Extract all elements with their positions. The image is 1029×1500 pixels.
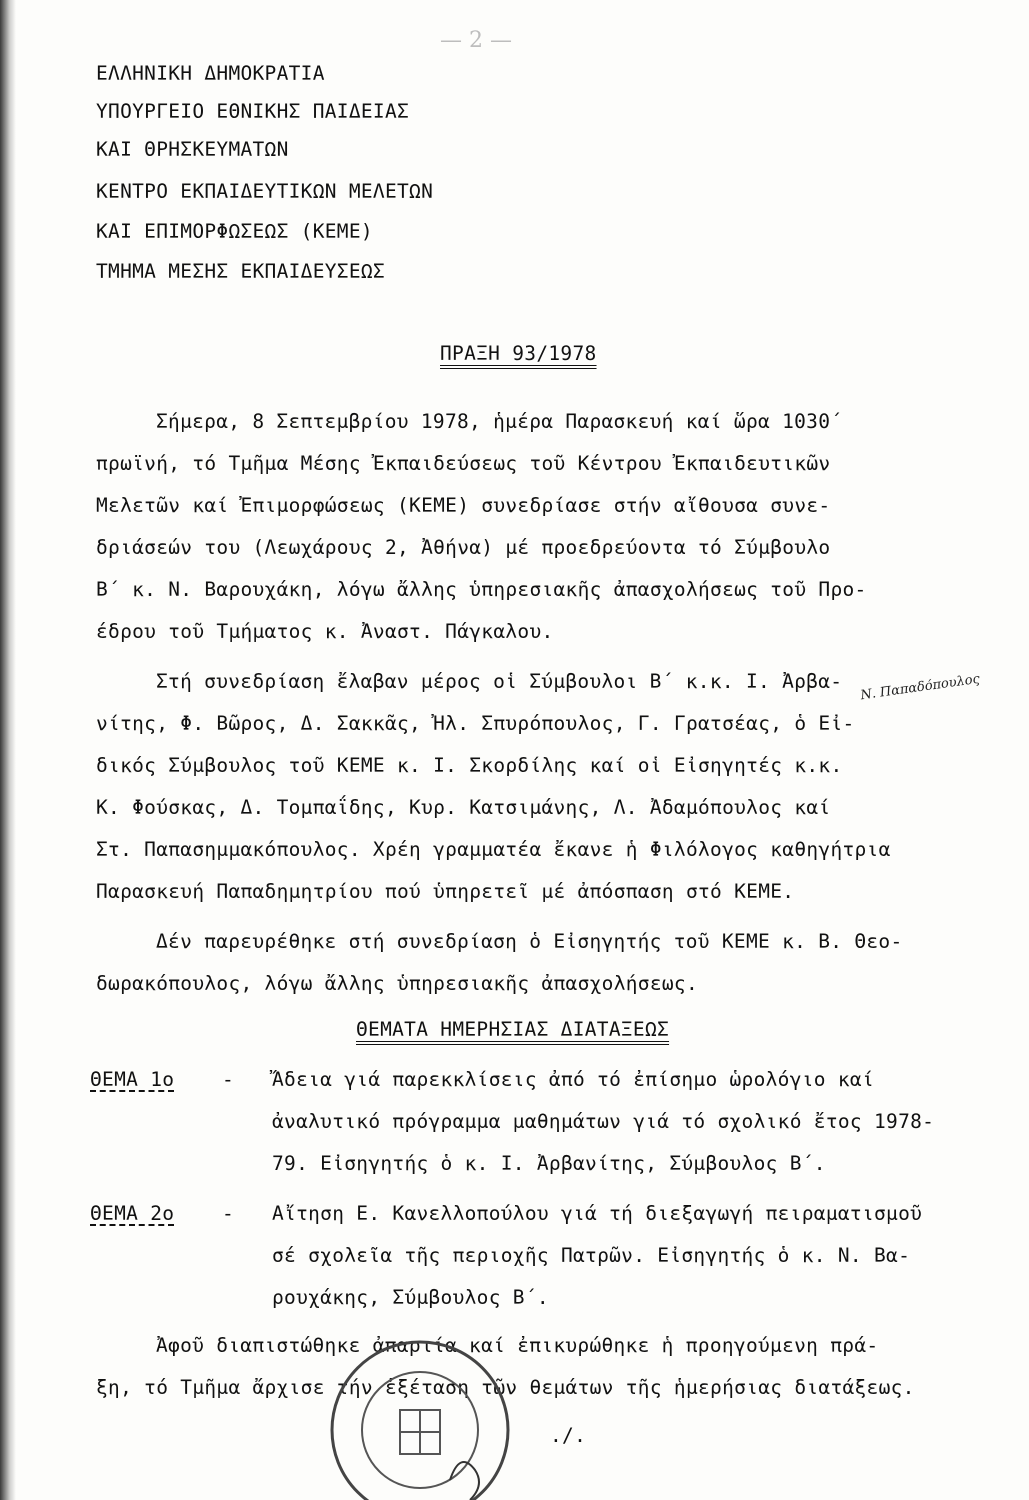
text-line: Ἀφοῦ διαπιστώθηκε ἀπαρτία καί ἐπικυρώθηκε ἡ προηγούμενη πρά-	[156, 1334, 879, 1357]
agenda-heading: ΘΕΜΑΤΑ ΗΜΕΡΗΣΙΑΣ ΔΙΑΤΑΞΕΩΣ	[356, 1018, 670, 1041]
text-line: ξη, τό Τμῆμα ἄρχισε τήν ἐξέταση τῶν θεμάτων τῆς ἡμερήσιας διατάξεως.	[96, 1376, 915, 1399]
closing-mark: ./.	[550, 1424, 587, 1447]
header-line: ΕΛΛΗΝΙΚΗ ΔΗΜΟΚΡΑΤΙΑ	[96, 62, 325, 85]
text-line: δικός Σύμβουλος τοῦ ΚΕΜΕ κ. Ι. Σκορδίλης καί οἱ Εἰσηγητές κ.κ.	[96, 754, 843, 777]
text-line: Παρασκευή Παπαδημητρίου πού ὑπηρετεῖ μέ ἀπόσπαση στό ΚΕΜΕ.	[96, 880, 795, 903]
page-number: — 2 —	[440, 28, 512, 53]
official-stamp	[300, 1320, 540, 1500]
agenda-line: ἀναλυτικό πρόγραμμα μαθημάτων γιά τό σχολικό ἔτος 1978-	[272, 1110, 935, 1133]
agenda-label: ΘΕΜΑ 2ο	[90, 1202, 175, 1225]
agenda-line: ρουχάκης, Σύμβουλος Β΄.	[272, 1286, 549, 1309]
header-line: ΚΑΙ ΘΡΗΣΚΕΥΜΑΤΩΝ	[96, 138, 289, 161]
agenda-line: Ἄδεια γιά παρεκκλίσεις ἀπό τό ἐπίσημο ὡρολόγιο καί	[272, 1068, 874, 1091]
text-line: δωρακόπουλος, λόγω ἄλλης ὑπηρεσιακῆς ἀπασχολήσεως.	[96, 972, 698, 995]
header-line: ΥΠΟΥΡΓΕΙΟ ΕΘΝΙΚΗΣ ΠΑΙΔΕΙΑΣ	[96, 100, 410, 123]
text-line: έδρου τοῦ Τμήματος κ. Ἀναστ. Πάγκαλου.	[96, 620, 554, 643]
agenda-dash: -	[222, 1202, 235, 1225]
agenda-line: 79. Εἰσηγητής ὁ κ. Ι. Ἀρβανίτης, Σύμβουλος Β΄.	[272, 1152, 826, 1175]
text-line: πρωϊνή, τό Τμῆμα Μέσης Ἐκπαιδεύσεως τοῦ Κέντρου Ἐκπαιδευτικῶν	[96, 452, 831, 475]
header-line: ΚΕΝΤΡΟ ΕΚΠΑΙΔΕΥΤΙΚΩΝ ΜΕΛΕΤΩΝ	[96, 180, 434, 203]
text-line: Β΄ κ. Ν. Βαρουχάκη, λόγω ἄλλης ὑπηρεσιακῆς ἀπασχολήσεως τοῦ Προ-	[96, 578, 867, 601]
text-line: Κ. Φούσκας, Δ. Τομπαΐδης, Κυρ. Κατσιμάνης, Λ. Ἀδαμόπουλος καί	[96, 796, 831, 819]
header-line: ΤΜΗΜΑ ΜΕΣΗΣ ΕΚΠΑΙΔΕΥΣΕΩΣ	[96, 260, 385, 283]
agenda-line: Αἴτηση Ε. Κανελλοπούλου γιά τή διεξαγωγή πειραματισμοῦ	[272, 1202, 923, 1225]
agenda-label: ΘΕΜΑ 1ο	[90, 1068, 175, 1091]
text-line: Μελετῶν καί Ἐπιμορφώσεως (ΚΕΜΕ) συνεδρίασε στήν αἴθουσα συνε-	[96, 494, 831, 517]
text-line: Στ. Παπασημμακόπουλος. Χρέη γραμματέα ἔκανε ἡ Φιλόλογος καθηγήτρια	[96, 838, 891, 861]
text-line: νίτης, Φ. Βῶρος, Δ. Σακκᾶς, Ἠλ. Σπυρόπουλος, Γ. Γρατσέας, ὁ Εἰ-	[96, 712, 855, 735]
handwritten-insertion: Ν. Παπαδόπουλος	[859, 671, 981, 704]
agenda-line: σέ σχολεῖα τῆς περιοχῆς Πατρῶν. Εἰσηγητής ὁ κ. Ν. Βα-	[272, 1244, 911, 1267]
text-line: Στή συνεδρίαση ἔλαβαν μέρος οἱ Σύμβουλοι Β΄ κ.κ. Ι. Ἀρβα-	[156, 670, 843, 693]
header-line: ΚΑΙ ΕΠΙΜΟΡΦΩΣΕΩΣ (ΚΕΜΕ)	[96, 220, 373, 243]
page-edge-shadow	[0, 0, 16, 1500]
text-line: Σήμερα, 8 Σεπτεμβρίου 1978, ἡμέρα Παρασκευή καί ὥρα 1030΄	[156, 410, 843, 433]
document-title: ΠΡΑΞΗ 93/1978	[440, 342, 597, 365]
text-line: Δέν παρευρέθηκε στή συνεδρίαση ὁ Εἰσηγητής τοῦ ΚΕΜΕ κ. Β. Θεο-	[156, 930, 903, 953]
agenda-dash: -	[222, 1068, 235, 1091]
text-line: δριάσεών του (Λεωχάρους 2, Ἀθήνα) μέ προεδρεύοντα τό Σύμβουλο	[96, 536, 831, 559]
